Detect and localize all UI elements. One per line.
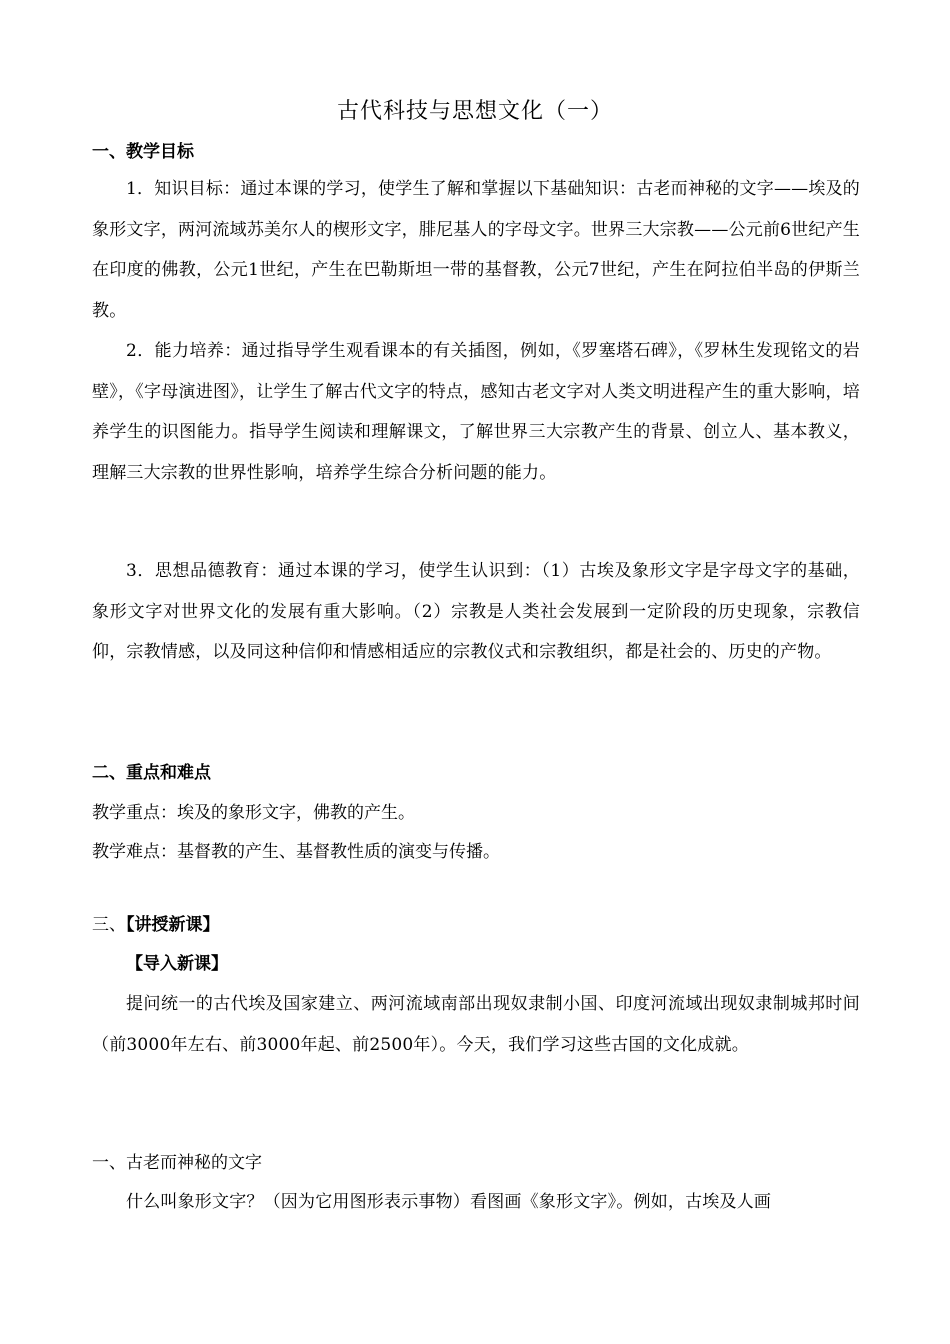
section-heading-ancient-scripts: 一、古老而神秘的文字	[92, 1153, 262, 1173]
teaching-difficulty-line: 教学难点：基督教的产生、基督教性质的演变与传播。	[92, 842, 500, 862]
paragraph-knowledge-goal: 1．知识目标：通过本课的学习，使学生了解和掌握以下基础知识：古老而神秘的文字——埃及的象形文字，两河流域苏美尔人的楔形文字，腓尼基人的字母文字。世界三大宗教——公元前6世纪产生在印度的佛教，公元1世纪，产生在巴勒斯坦一带的基督教，公元7世纪，产生在阿拉伯半岛的伊斯兰教。	[92, 179, 860, 321]
section-heading-key-points: 二、重点和难点	[92, 763, 211, 783]
paragraph-moral-education: 3．思想品德教育：通过本课的学习，使学生认识到：（1）古埃及象形文字是字母文字的基础，象形文字对世界文化的发展有重大影响。（2）宗教是人类社会发展到一定阶段的历史现象，宗教信仰，宗教情感，以及同这种信仰和情感相适应的宗教仪式和宗教组织，都是社会的、历史的产物。	[92, 561, 860, 662]
paragraph-ability-training: 2．能力培养：通过指导学生观看课本的有关插图，例如，《罗塞塔石碑》，《罗林生发现铭文的岩壁》，《字母演进图》，让学生了解古代文字的特点，感知古老文字对人类文明进程产生的重大影响，培养学生的识图能力。指导学生阅读和理解课文，了解世界三大宗教产生的背景、创立人、基本教义，理解三大宗教的世界性影响，培养学生综合分析问题的能力。	[92, 341, 860, 483]
paragraph-lesson-intro: 提问统一的古代埃及国家建立、两河流域南部出现奴隶制小国、印度河流域出现奴隶制城邦时间（前3000年左右、前3000年起、前2500年）。今天，我们学习这些古国的文化成就。	[92, 994, 860, 1055]
subheading-lesson-intro: 【导入新课】	[126, 954, 228, 974]
section-heading-teaching-goals: 一、教学目标	[92, 142, 194, 162]
section-heading-new-lesson	[92, 913, 220, 937]
section-heading-prefix: 三、	[92, 915, 126, 935]
paragraph-pictographs: 什么叫象形文字？（因为它用图形表示事物）看图画《象形文字》。例如，古埃及人画	[126, 1192, 772, 1212]
teaching-focus-line: 教学重点：埃及的象形文字，佛教的产生。	[92, 803, 415, 823]
section-heading-new-lesson-label: 【讲授新课】	[126, 915, 220, 935]
document-title: 古代科技与思想文化（一）	[336, 99, 613, 124]
